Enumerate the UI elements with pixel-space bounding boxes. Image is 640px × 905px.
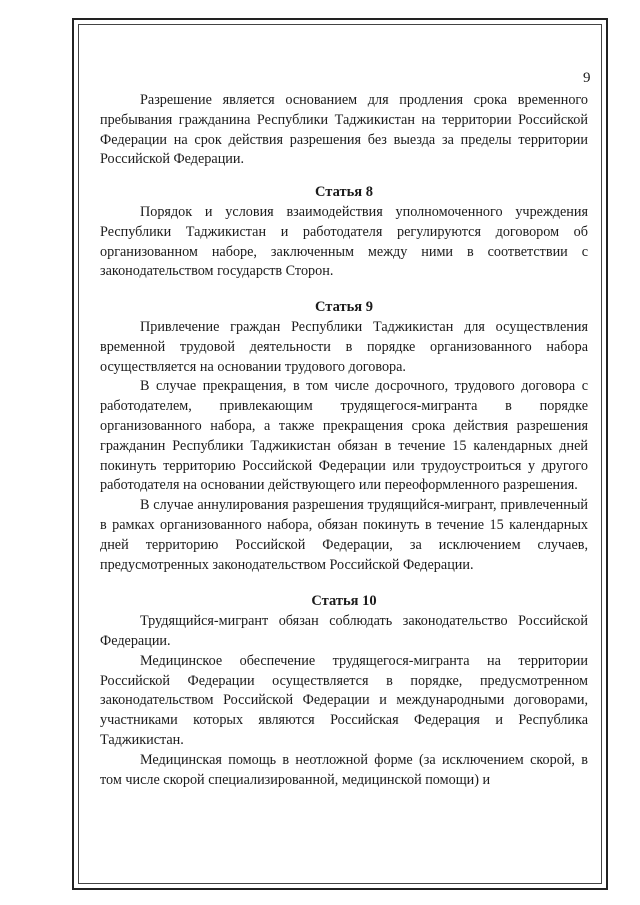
- article-9-heading: Статья 9: [315, 299, 373, 316]
- article-10-paragraph-3: Медицинская помощь в неотложной форме (за исключением скорой, в том числе скорой специализированной, медицинской помощи) и: [100, 751, 588, 788]
- article-8-paragraph-1: Порядок и условия взаимодействия уполномоченного учреждения Республики Таджикистан и работодателя регулируются договором об организованном наборе, заключенным между ними в соответствии с законодательством государств Сторон.: [100, 203, 588, 280]
- article-8-heading: Статья 8: [315, 184, 373, 201]
- article-10-heading: Статья 10: [311, 593, 377, 610]
- intro-paragraph: Разрешение является основанием для продления срока временного пребывания гражданина Республики Таджикистан на территории Российской Федерации на срок действия разрешения без выезда за пределы территории Российской Федерации.: [100, 92, 588, 168]
- article-10: [100, 592, 588, 790]
- article-8: [100, 183, 588, 282]
- article-9: [100, 298, 588, 575]
- page-number: 9: [583, 70, 591, 86]
- article-9-paragraph-1: Привлечение граждан Республики Таджикистан для осуществления временной трудовой деятельности в порядке организованного набора осуществляется на основании трудового договора.: [100, 318, 588, 375]
- article-9-paragraph-3: В случае аннулирования разрешения трудящийся-мигрант, привлеченный в рамках организованного набора, обязан покинуть в течение 15 календарных дней территорию Российской Федерации, за исключением случаев, предусмотренных законодательством Российской Федерации.: [100, 497, 588, 573]
- article-9-paragraph-2: В случае прекращения, в том числе досрочного, трудового договора с работодателем, привлекающим трудящегося-мигранта в порядке организованного набора, а также прекращения срока действия разрешения гражданин Республики Таджикистан обязан в течение 15 календарных дней покинуть территорию Российской Федерации или трудоустроиться у другого работодателя на основании действующего или переоформленного разрешения.: [100, 378, 588, 494]
- document-body: [100, 91, 588, 790]
- article-10-paragraph-2: Медицинское обеспечение трудящегося-мигранта на территории Российской Федерации осуществляется в порядке, предусмотренном законодательством Российской Федерации и международными договорами, участниками которых являются Российская Федерация и Республика Таджикистан.: [100, 652, 588, 748]
- article-10-paragraph-1: Трудящийся-мигрант обязан соблюдать законодательство Российской Федерации.: [100, 613, 588, 649]
